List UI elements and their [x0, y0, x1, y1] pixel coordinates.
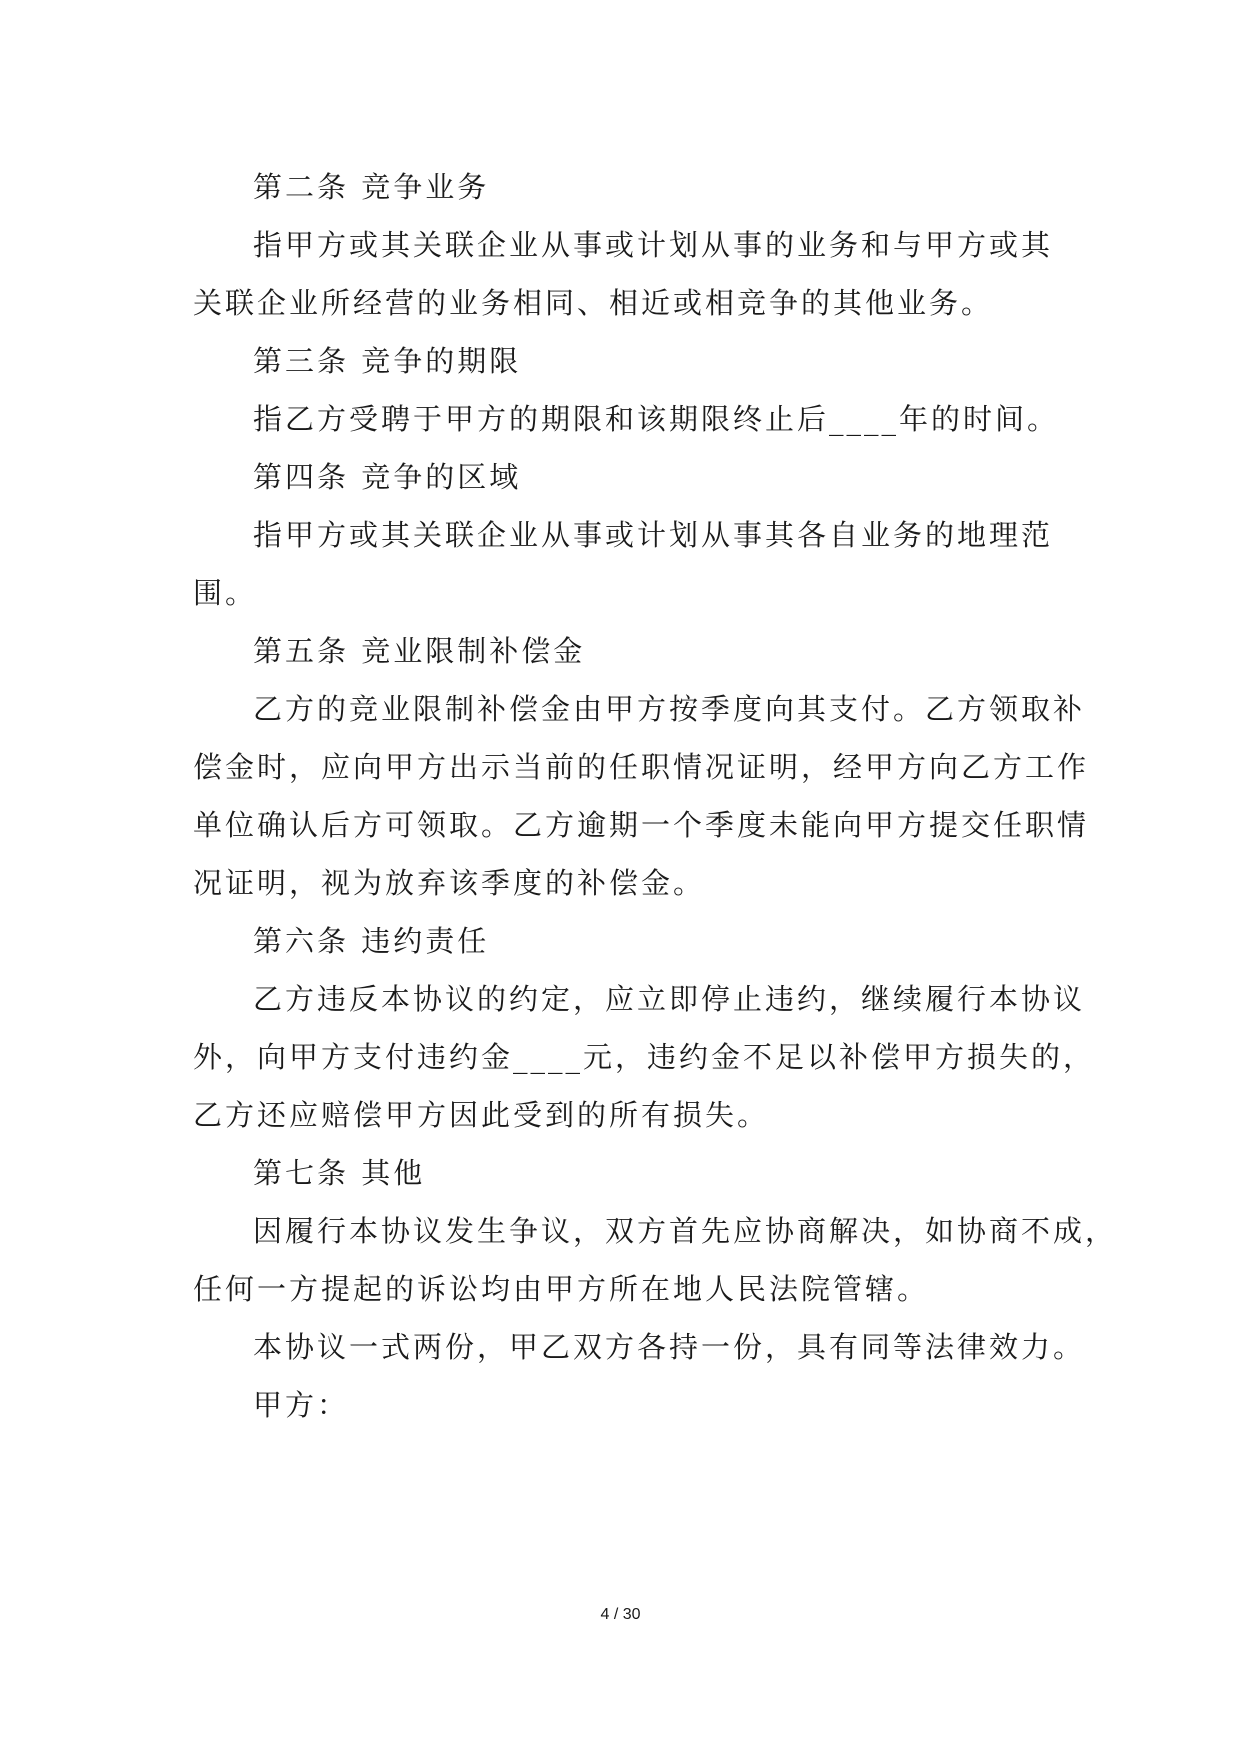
article-heading: 第二条 竞争业务	[253, 170, 490, 204]
article-heading: 第六条 违约责任	[253, 924, 490, 958]
article-heading: 第四条 竞争的区域	[253, 460, 522, 494]
paragraph-line: 乙方违反本协议的约定，应立即停止违约，继续履行本协议	[253, 982, 1086, 1016]
paragraph-line: 指甲方或其关联企业从事或计划从事其各自业务的地理范	[253, 518, 1054, 552]
paragraph-line: 单位确认后方可领取。乙方逾期一个季度未能向甲方提交任职情	[193, 808, 1090, 842]
paragraph-line: 乙方的竞业限制补偿金由甲方按季度向其支付。乙方领取补	[253, 692, 1086, 726]
page-number: 4 / 30	[600, 1606, 641, 1623]
paragraph-line: 关联企业所经营的业务相同、相近或相竞争的其他业务。	[193, 286, 994, 320]
signature-party-a: 甲方：	[253, 1388, 350, 1422]
article-heading: 第七条 其他	[253, 1156, 426, 1190]
paragraph-line: 本协议一式两份，甲乙双方各持一份，具有同等法律效力。	[253, 1330, 1086, 1364]
paragraph-line: 乙方还应赔偿甲方因此受到的所有损失。	[193, 1098, 770, 1132]
paragraph-line: 因履行本协议发生争议，双方首先应协商解决，如协商不成，	[253, 1214, 1118, 1248]
paragraph-line: 围。	[193, 576, 258, 610]
paragraph-line: 况证明，视为放弃该季度的补偿金。	[193, 866, 706, 900]
paragraph-line: 偿金时，应向甲方出示当前的任职情况证明，经甲方向乙方工作	[193, 750, 1090, 784]
article-heading: 第五条 竞业限制补偿金	[253, 634, 586, 668]
paragraph-line: 外，向甲方支付违约金____元，违约金不足以补偿甲方损失的，	[193, 1040, 1096, 1074]
paragraph-line: 任何一方提起的诉讼均由甲方所在地人民法院管辖。	[193, 1272, 930, 1306]
paragraph-line: 指甲方或其关联企业从事或计划从事的业务和与甲方或其	[253, 228, 1054, 262]
article-heading: 第三条 竞争的期限	[253, 344, 522, 378]
document-body	[193, 158, 1118, 1434]
paragraph-line: 指乙方受聘于甲方的期限和该期限终止后____年的时间。	[253, 402, 1060, 436]
